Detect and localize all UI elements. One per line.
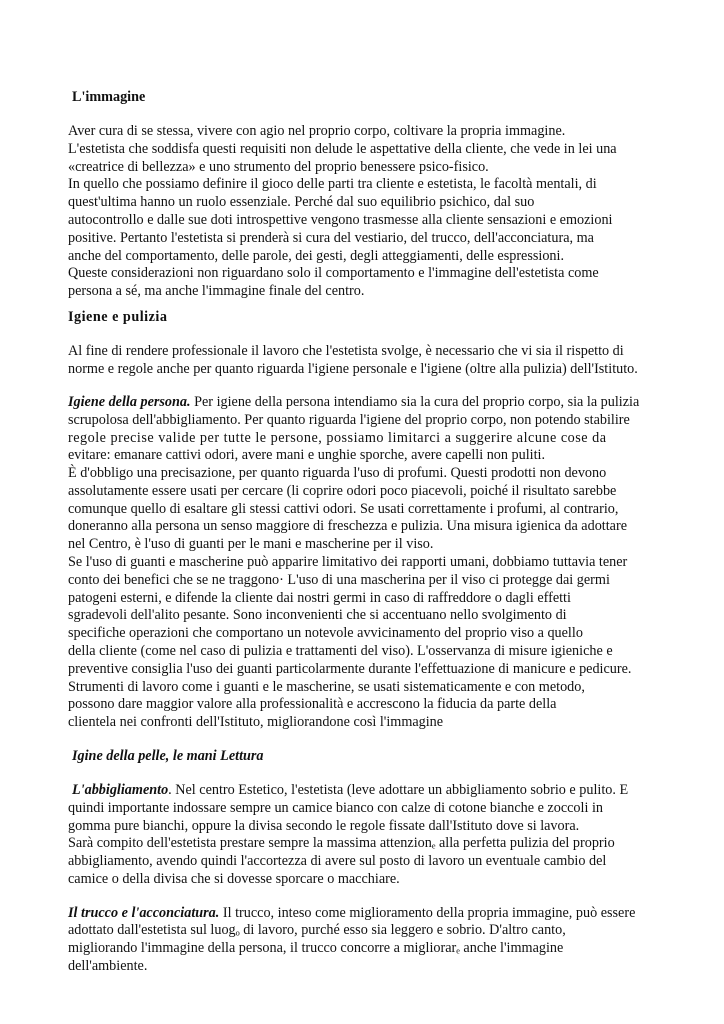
text-line: In quello che possiamo definire il gioco delle parti tra cliente e estetista, le facoltà mentali, di bbox=[68, 176, 597, 192]
text-line: adottato dall'estetista sul luogₒ di lavoro, purché esso sia leggero e sobrio. D'altro canto, bbox=[68, 922, 566, 938]
text-line: autocontrollo e dalle sue doti introspettive vengono trasmesse alla cliente sensazioni e emozioni bbox=[68, 212, 613, 228]
text-line: norme e regole anche per quanto riguarda l'igiene personale e l'igiene (oltre alla pulizia) dell'Istituto. bbox=[68, 361, 638, 377]
text-line: «creatrice di bellezza» e uno strumento del proprio benessere psico-fisico. bbox=[68, 159, 489, 175]
text-line: scrupolosa dell'abbigliamento. Per quanto riguarda l'igiene del proprio corpo, non potendo stabilire bbox=[68, 412, 630, 428]
text-line: clientela nei confronti dell'Istituto, migliorandone così l'immagine bbox=[68, 714, 444, 730]
text-line: persona a sé, ma anche l'immagine finale del centro. bbox=[68, 283, 365, 299]
text-run: . Nel centro Estetico, l'estetista (leve adottare un abbigliamento sobrio e pulito. E bbox=[168, 782, 629, 798]
text-line: quest'ultima hanno un ruolo essenziale. Perché dal suo equilibrio psichico, dal suo bbox=[68, 194, 535, 210]
text-line: nel Centro, è l'uso di guanti per le mani e mascherine per il viso. bbox=[68, 536, 434, 552]
text-line: Strumenti di lavoro come i guanti e le mascherine, se usati sistematicamente e con metodo, bbox=[68, 679, 585, 695]
text-line: gomma pure bianchi, oppure la divisa secondo le regole fissate dall'Istituto dove si lavora. bbox=[68, 818, 580, 834]
text-line: positive. Pertanto l'estetista si prenderà si cura del vestiario, del trucco, dell'acconciatura, ma bbox=[68, 230, 594, 246]
text-run: Per igiene della persona intendiamo sia la cura del proprio corpo, sia la pulizia bbox=[194, 394, 640, 410]
subsection-label: Il trucco e l'acconciatura. bbox=[68, 905, 220, 921]
text-line: assolutamente essere usati per cercare (li coprire odori poco piacevoli, poiché il risultato sarebbe bbox=[68, 483, 617, 499]
text-line bbox=[68, 394, 639, 411]
text-line: comunque quello di esaltare gli stessi cattivi odori. Se usati correttamente i profumi, al contrario, bbox=[68, 501, 619, 517]
text-line: Al fine di rendere professionale il lavoro che l'estetista svolge, è necessario che vi sia il rispetto di bbox=[68, 343, 624, 359]
text-line: specifiche operazioni che comportano un notevole avvicinamento del proprio viso a quello bbox=[68, 625, 583, 641]
text-line: preventive consiglia l'uso dei guanti particolarmente durante l'effettuazione di manicure e pedicure. bbox=[68, 661, 632, 677]
section-heading: Igine della pelle, le mani Lettura bbox=[72, 748, 264, 764]
subsection-label: L'abbigliamento bbox=[72, 782, 169, 798]
text-line: anche del comportamento, delle parole, dei gesti, degli atteggiamenti, delle espressioni. bbox=[68, 248, 565, 264]
section-heading: Igiene e pulizia bbox=[68, 309, 168, 325]
subsection-label: Igiene della persona. bbox=[68, 394, 191, 410]
text-line: quindi importante indossare sempre un camice bianco con calze di cotone bianche e zoccoli in bbox=[68, 800, 603, 816]
text-line: È d'obbligo una precisazione, per quanto riguarda l'uso di profumi. Questi prodotti non devono bbox=[68, 465, 607, 481]
text-line: doneranno alla persona un senso maggiore di freschezza e pulizia. Una misura igienica da adottare bbox=[68, 518, 627, 534]
text-line: migliorando l'immagine della persona, il trucco concorre a migliorarₑ anche l'immagine bbox=[68, 940, 564, 956]
title: L'immagine bbox=[72, 89, 146, 105]
text-line: evitare: emanare cattivi odori, avere mani e unghie sporche, avere capelli non puliti. bbox=[68, 447, 546, 463]
text-line: abbigliamento, avendo quindi l'accortezza di avere sul posto di lavoro un eventuale cambio del bbox=[68, 853, 607, 869]
text-line: camice o della divisa che si dovesse sporcare o macchiare. bbox=[68, 871, 400, 887]
text-line: Aver cura di se stessa, vivere con agio nel proprio corpo, coltivare la propria immagine. bbox=[68, 123, 566, 139]
text-run: Il trucco, inteso come miglioramento della propria immagine, può essere bbox=[222, 905, 636, 921]
text-line: Queste considerazioni non riguardano solo il comportamento e l'immagine dell'estetista come bbox=[68, 265, 599, 281]
text-line: Se l'uso di guanti e mascherine può apparire limitativo dei rapporti umani, dobbiamo tuttavia tener bbox=[68, 554, 628, 570]
text-line: sgradevoli dell'alito pesante. Sono inconvenienti che si accentuano nello svolgimento di bbox=[68, 607, 567, 623]
text-line: patogeni esterni, e difende la cliente dai nostri germi in caso di raffreddore o dagli effetti bbox=[68, 590, 571, 606]
text-line bbox=[68, 905, 635, 922]
text-line: L'estetista che soddisfa questi requisiti non delude le aspettative della cliente, che vede in lei una bbox=[68, 141, 617, 157]
text-line: della cliente (come nel caso di pulizia e trattamenti del viso). L'osservanza di misure igieniche e bbox=[68, 643, 613, 659]
text-line: regole precise valide per tutte le persone, possiamo limitarci a suggerire alcune cose da bbox=[68, 430, 607, 446]
text-line: dell'ambiente. bbox=[68, 958, 148, 974]
text-line bbox=[72, 782, 628, 799]
text-line: Sarà compito dell'estetista prestare sempre la massima attenzionₑ alla perfetta pulizia del proprio bbox=[68, 835, 615, 851]
text-line: possono dare maggior valore alla professionalità e accrescono la fiducia da parte della bbox=[68, 696, 557, 712]
text-line: conto dei benefici che se ne traggono· L'uso di una mascherina per il viso ci protegge dai germi bbox=[68, 572, 610, 588]
